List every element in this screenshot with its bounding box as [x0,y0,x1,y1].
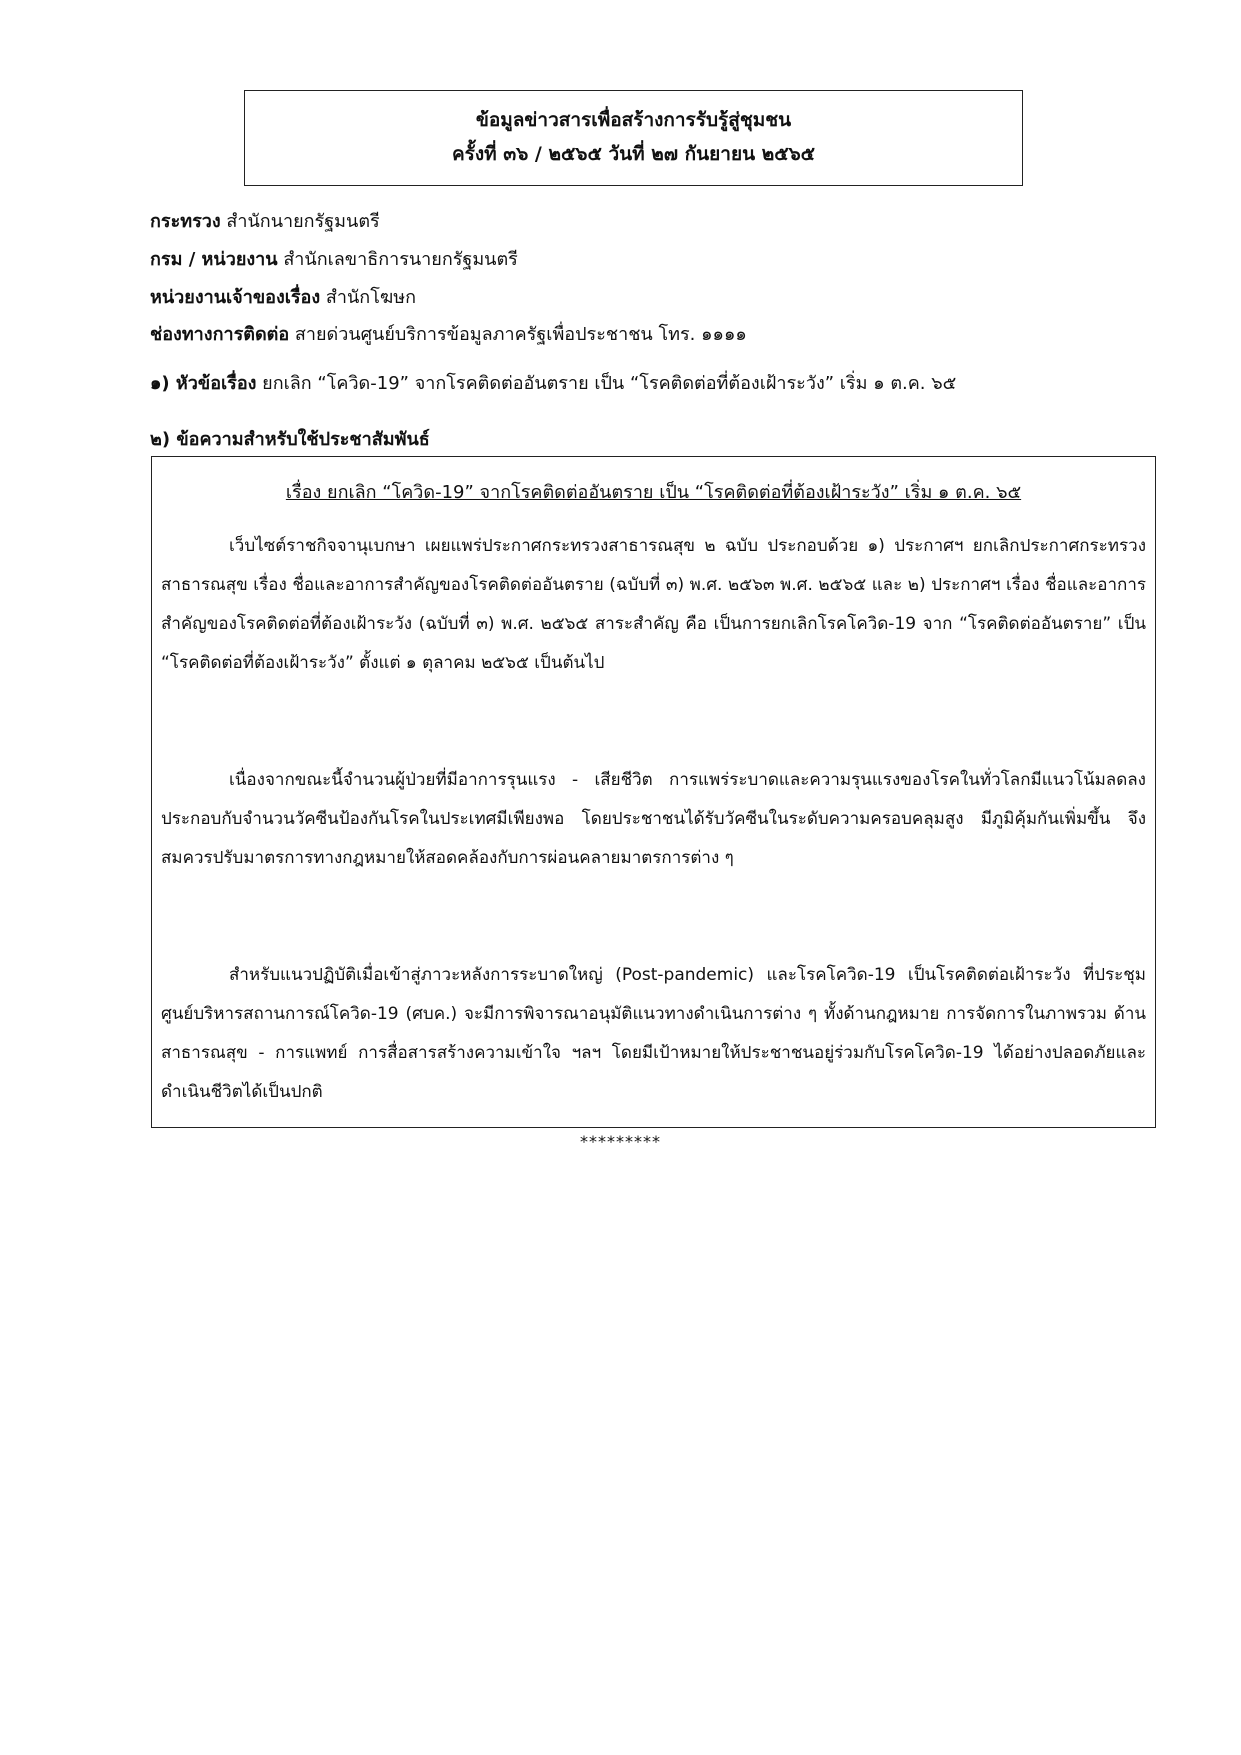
header-box [244,90,1023,186]
meta-contact [150,320,1150,350]
header-title: ข้อมูลข่าวสารเพื่อสร้างการรับรู้สู่ชุมชน [475,109,792,131]
meta-owner-value: สำนักโฆษก [325,287,416,308]
pr-paragraph-2: เนื่องจากขณะนี้จำนวนผู้ป่วยที่มีอาการรุนแรง - เสียชีวิต การแพร่ระบาดและความรุนแรงของโรคในทั่วโลกมีแนวโน้มลดลง ประกอบกับจำนวนวัคซีนป้องกันโรคในประเทศมีเพียงพอ โดยประชาชนได้รับวัคซีนในระดับความครอบคลุมสูง มีภูมิคุ้มกันเพิ่มขึ้น จึงสมควรปรับมาตรการทางกฎหมายให้สอดคล้องกับการผ่อนคลายมาตรการต่าง ๆ [161,770,1146,868]
meta-topic [150,369,1150,399]
meta-owner [150,283,1150,313]
meta-contact-label: ช่องทางการติดต่อ [150,324,290,345]
pr-paragraph-3: สำหรับแนวปฏิบัติเมื่อเข้าสู่ภาวะหลังการระบาดใหญ่ (Post-pandemic) และโรคโควิด-19 เป็นโรคติดต่อเฝ้าระวัง ที่ประชุมศูนย์บริหารสถานการณ์โควิด-19 (ศบค.) จะมีการพิจารณาอนุมัติแนวทางดำเนินการต่าง ๆ ทั้งด้านกฎหมาย การจัดการในภาพรวม ด้านสาธารณสุข - การแพทย์ การสื่อสารสร้างความเข้าใจ ฯลฯ โดยมีเป้าหมายให้ประชาชนอยู่ร่วมกับโรคโควิด-19 ได้อย่างปลอดภัยและดำเนินชีวิตได้เป็นปกติ [161,965,1146,1102]
pr-paragraph-1: เว็บไซต์ราชกิจจานุเบกษา เผยแพร่ประกาศกระทรวงสาธารณสุข ๒ ฉบับ ประกอบด้วย ๑) ประกาศฯ ยกเลิกประกาศกระทรวงสาธารณสุข เรื่อง ชื่อและอาการสำคัญของโรคติดต่ออันตราย (ฉบับที่ ๓) พ.ศ. ๒๕๖๓ พ.ศ. ๒๕๖๕ และ ๒) ประกาศฯ เรื่อง ชื่อและอาการสำคัญของโรคติดต่อที่ต้องเฝ้าระวัง (ฉบับที่ ๓) พ.ศ. ๒๕๖๕ สาระสำคัญ คือ เป็นการยกเลิกโรคโควิด-19 จาก “โรคติดต่ออันตราย” เป็น “โรคติดต่อที่ต้องเฝ้าระวัง” ตั้งแต่ ๑ ตุลาคม ๒๕๖๕ เป็นต้นไป [161,536,1146,673]
meta-ministry [150,207,1150,237]
meta-topic-value: ยกเลิก “โควิด-19” จากโรคติดต่ออันตราย เป็น “โรคติดต่อที่ต้องเฝ้าระวัง” เริ่ม ๑ ต.ค. ๖๕ [262,373,957,394]
meta-topic-label: ๑) หัวข้อเรื่อง [150,373,257,394]
meta-department [150,245,1150,275]
header-issue-date: ครั้งที่ ๓๖ / ๒๕๖๕ วันที่ ๒๗ กันยายน ๒๕๖๕ [451,143,816,165]
meta-department-value: สำนักเลขาธิการนายกรัฐมนตรี [283,249,518,270]
pr-heading [150,425,1150,455]
pr-title: เรื่อง ยกเลิก “โควิด-19” จากโรคติดต่ออันตราย เป็น “โรคติดต่อที่ต้องเฝ้าระวัง” เริ่ม ๑ ต.ค. ๖๕ [285,482,1022,503]
meta-owner-label: หน่วยงานเจ้าของเรื่อง [150,287,321,308]
meta-contact-value: สายด่วนศูนย์บริการข้อมูลภาครัฐเพื่อประชาชน โทร. ๑๑๑๑ [294,324,747,345]
meta-ministry-value: สำนักนายกรัฐมนตรี [226,211,380,232]
pr-heading-label: ๒) ข้อความสำหรับใช้ประชาสัมพันธ์ [150,429,430,450]
meta-department-label: กรม / หน่วยงาน [150,249,278,270]
pr-message-box [151,456,1156,1128]
end-separator: ********* [580,1132,661,1151]
meta-ministry-label: กระทรวง [150,211,221,232]
